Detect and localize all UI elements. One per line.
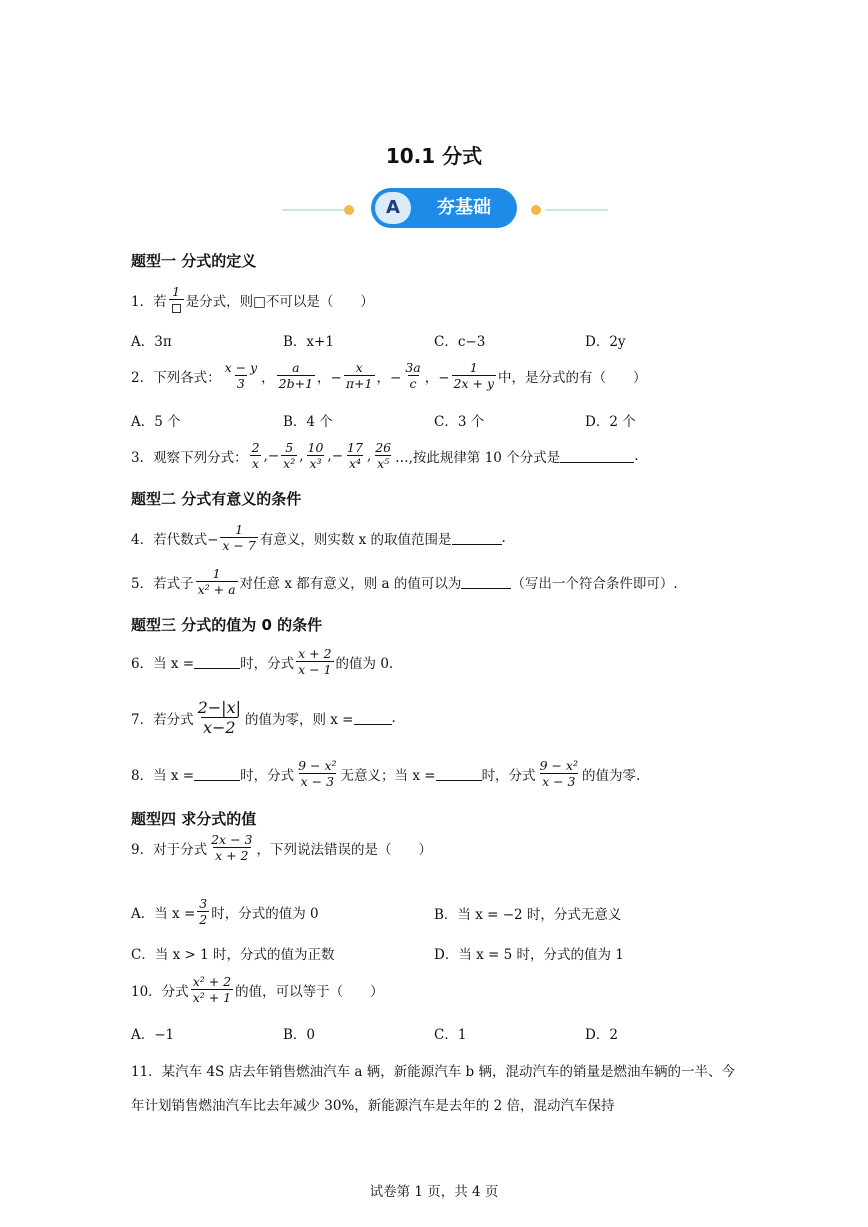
level-letter: A [375,192,411,224]
page-footer: 试卷第 1 页，共 4 页 [369,1184,499,1200]
question-10: 10．分式 $\frac{\text{x² + 2}}{\text{x² + 1}}$ 的值，可以等于（ ） [131,974,384,1005]
question-4: 4．若代数式− $\frac{1}{x - 7}$ 有意义，则实数 x 的取值范围是 . [131,522,506,553]
answer-blank[interactable] [461,574,511,589]
answer-blank[interactable] [452,530,502,545]
answer-blank[interactable] [194,766,240,781]
option-c: C．当 x > 1 时，分式的值为正数 [131,947,335,963]
option-b: B．0 [283,1027,316,1043]
section-heading: 题型四 求分式的值 [131,810,257,828]
answer-blank[interactable] [194,654,240,669]
level-pill [371,188,517,228]
option-a: A．5 个 [131,414,181,430]
divider-left [282,209,344,211]
question-1: 1．若 1 是分式，则□不可以是（ ） [131,284,374,315]
answer-blank[interactable] [436,766,482,781]
section-heading: 题型三 分式的值为 0 的条件 [131,616,323,634]
option-c: C．1 [434,1027,467,1043]
section-heading: 题型一 分式的定义 [131,252,257,270]
answer-blank[interactable] [560,448,634,463]
fraction: 1 [169,284,184,315]
option-d: D．2 [585,1027,618,1043]
section-banner [282,188,608,228]
question-11: 11．某汽车 4S 店去年销售燃油汽车 a 辆，新能源汽车 b 辆，混动汽车的销量是燃油车辆的一半、今年计划销售燃油汽车比去年减少 30%，新能源汽车是去年的 2 倍，混动汽车保持 [131,1064,735,1114]
question-5: 5．若式子 $\frac{1}{\text{x² + a}}$ 对任意 x 都有意义，则 a 的值可以为 （写出一个符合条件即可）. [131,566,678,597]
answer-blank[interactable] [354,710,392,725]
option-b: B．4 个 [283,414,333,430]
question-3: 3．观察下列分式： $\frac{2}{x}$ ,− $\frac{5}{\text{x²}}$ , $\frac{10}{\text{x³}}$ ,− $\frac{17}{\text{x⁴}}$ , $\frac{26}{\text{x⁵}}$ …,按此规律第 10 个分式是 . [131,440,639,471]
divider-right [546,209,608,211]
option-a: A．3π [131,334,172,350]
option-a: A．当 x = $\frac{3}{2}$ 时，分式的值为 0 [131,896,319,927]
dot-right-icon [531,205,541,215]
level-label: 夯基础 [437,197,491,218]
option-a: A．−1 [131,1027,175,1043]
option-c: C．3 个 [434,414,485,430]
question-7: 7．若分式 $\frac{2-|x|}{x-2}$ 的值为零，则 x = . [131,698,396,738]
question-9: 9．对于分式 $\frac{2x - 3}{x + 2}$ ，下列说法错误的是（ ） [131,832,432,863]
option-d: D．当 x = 5 时，分式的值为 1 [434,947,624,963]
option-b: B．x+1 [283,334,334,350]
question-8: 8．当 x = 时，分式 $\frac{\text{9 − x²}}{x - 3}$ 无意义；当 x = 时，分式 $\frac{\text{9 − x²}}{x - 3}$ 的值为零. [131,758,641,789]
dot-left-icon [344,205,354,215]
option-d: D．2 个 [585,414,636,430]
section-heading: 题型二 分式有意义的条件 [131,490,302,508]
page-title: 10.1 分式 [385,144,483,168]
question-6: 6．当 x = 时，分式 $\frac{x + 2}{x - 1}$ 的值为 0. [131,646,394,677]
option-b: B．当 x = −2 时，分式无意义 [434,907,622,923]
question-2: 2．下列各式： $\frac{x - y}{3}$ ， $\frac{a}{2b+1}$ ，− $\frac{x}{\pi+1}$ ，− $\frac{3a}{c}$ ，− $\frac{1}{2x + y}$ 中，是分式的有（ ） [131,360,647,391]
option-c: C．c−3 [434,334,486,350]
option-d: D．2y [585,334,626,350]
